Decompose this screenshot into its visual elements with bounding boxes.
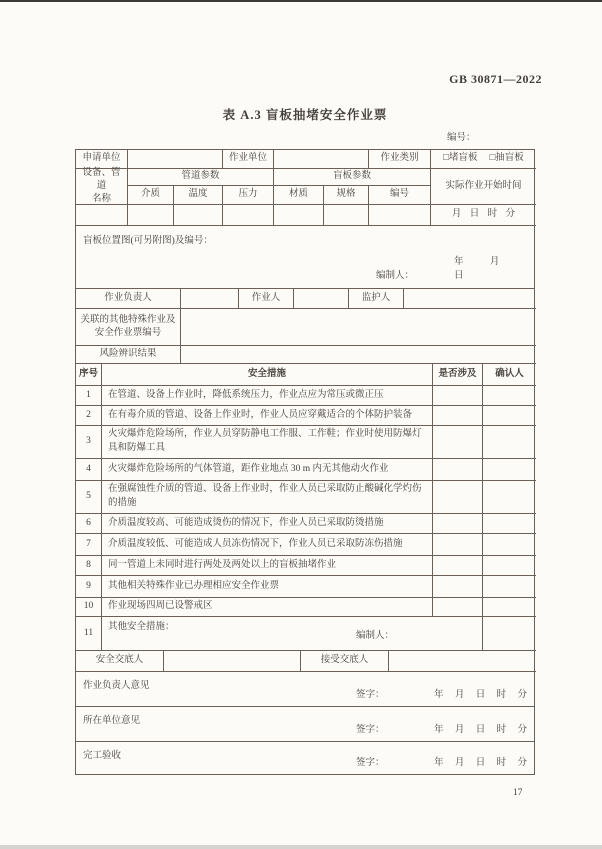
unit-opinion-block [76, 707, 534, 742]
blind-params-header: 盲板参数 [274, 169, 431, 186]
measure-text: 同一管道上未同时进行两处及两处以上的盲板抽堵作业 [102, 556, 433, 576]
measure-no: 11 [76, 617, 102, 651]
measure-no: 4 [76, 459, 102, 481]
measure-text: 在有毒介质的管道、设备上作业时，作业人员应穿戴适合的个体防护装备 [102, 406, 433, 426]
material-label: 材质 [274, 186, 324, 205]
work-category-label: 作业类别 [369, 150, 431, 169]
measure-row [76, 386, 534, 406]
confirm-cell [483, 481, 536, 514]
measure-row [76, 556, 534, 576]
measure-no: 8 [76, 556, 102, 576]
pressure-value-cell [223, 205, 274, 226]
other-measures-label: 其他安全措施： [108, 621, 175, 632]
measure-row-other [76, 617, 534, 651]
confirm-cell [483, 598, 536, 617]
measures-header-row [76, 364, 534, 386]
blind-number-label: 编号 [369, 186, 431, 205]
involved-cell [433, 598, 483, 617]
pipe-params-header: 管道参数 [128, 169, 274, 186]
risk-result-row [76, 346, 534, 364]
sign-date-units: 年 月 日 时 分 [434, 689, 528, 700]
work-category-options [431, 150, 536, 169]
checkbox-plug-blind: □堵盲板 [443, 153, 478, 164]
involved-cell [433, 426, 483, 459]
measure-row [76, 426, 534, 459]
blind-position-diagram-cell [76, 226, 534, 289]
measure-row [76, 534, 534, 556]
parameters-section [76, 169, 534, 226]
spec-label: 规格 [324, 186, 369, 205]
measure-no: 5 [76, 481, 102, 514]
measure-no: 3 [76, 426, 102, 459]
completion-acceptance-block [76, 742, 534, 774]
blind-number-value-cell [369, 205, 431, 226]
confirm-cell [483, 576, 536, 598]
involved-cell [433, 534, 483, 556]
confirm-cell [483, 617, 536, 651]
device-name-value-cell [76, 205, 128, 226]
apply-unit-label: 申请单位 [76, 150, 128, 169]
confirm-cell [483, 556, 536, 576]
sign-label: 签字： [356, 757, 385, 768]
medium-label: 介质 [128, 186, 174, 205]
measure-text: 火灾爆炸危险场所，作业人员穿防静电工作服、工作鞋；作业时使用防爆灯具和防爆工具 [102, 426, 433, 459]
work-unit-label: 作业单位 [223, 150, 274, 169]
related-work-label: 关联的其他特殊作业及 安全作业票编号 [76, 309, 181, 346]
sign-label: 签字： [356, 724, 385, 735]
basic-info-row [76, 150, 534, 169]
briefing-giver-label: 安全交底人 [76, 651, 164, 672]
temperature-value-cell [174, 205, 223, 226]
work-unit-value-cell [274, 150, 369, 169]
personnel-row [76, 289, 534, 309]
measure-no: 7 [76, 534, 102, 556]
device-pipe-name-label: 设备、管道 名称 [76, 169, 128, 205]
sign-date-units: 年 月 日 时 分 [434, 757, 528, 768]
apply-unit-value-cell [128, 150, 223, 169]
related-work-value-cell [181, 309, 536, 346]
completion-acceptance-label: 完工验收 [83, 750, 122, 761]
involved-cell [433, 514, 483, 534]
involved-cell [433, 386, 483, 406]
measure-text: 火灾爆炸危险场所的气体管道，距作业地点 30 m 内无其他动火作业 [102, 459, 433, 481]
sign-date-units: 年 月 日 时 分 [434, 724, 528, 735]
scan-top-edge [0, 0, 602, 2]
measure-row [76, 459, 534, 481]
actual-start-time-label: 实际作业开始时间 [431, 169, 536, 205]
measure-row [76, 481, 534, 514]
worker-label: 作业人 [239, 289, 294, 309]
page-number: 17 [513, 788, 523, 798]
diagram-label: 盲板位置图(可另附图)及编号： [83, 236, 213, 246]
measure-row [76, 576, 534, 598]
serial-number-label: 编号： [447, 133, 476, 143]
confirm-cell [483, 534, 536, 556]
measure-no: 9 [76, 576, 102, 598]
confirm-cell [483, 386, 536, 406]
col-header-confirm: 确认人 [483, 364, 536, 386]
work-leader-label: 作业负责人 [76, 289, 181, 309]
start-time-units: 月 日 时 分 [431, 205, 536, 226]
guardian-label: 监护人 [349, 289, 404, 309]
temperature-label: 温度 [174, 186, 223, 205]
involved-cell [433, 556, 483, 576]
spec-value-cell [324, 205, 369, 226]
checkbox-extract-blind: □抽盲板 [489, 153, 524, 164]
standard-code: GB 30871—2022 [449, 72, 542, 86]
involved-cell [433, 406, 483, 426]
measure-text: 在管道、设备上作业时，降低系统压力，作业点应为常压或微正压 [102, 386, 433, 406]
col-header-measure: 安全措施 [102, 364, 433, 386]
unit-opinion-label: 所在单位意见 [83, 715, 141, 726]
involved-cell [433, 481, 483, 514]
medium-value-cell [128, 205, 174, 226]
measure-no: 10 [76, 598, 102, 617]
briefing-receiver-label: 接受交底人 [301, 651, 389, 672]
col-header-involved: 是否涉及 [433, 364, 483, 386]
involved-cell [433, 576, 483, 598]
guardian-value-cell [404, 289, 536, 309]
measure-row [76, 406, 534, 426]
confirm-cell [483, 459, 536, 481]
material-value-cell [274, 205, 324, 226]
confirm-cell [483, 514, 536, 534]
diagram-preparer-label: 编制人： [376, 271, 415, 281]
measure-row [76, 598, 534, 617]
briefing-row [76, 651, 534, 672]
safety-measures-table [76, 364, 534, 651]
sign-label: 签字： [356, 689, 385, 700]
other-measures-cell [102, 617, 483, 651]
involved-cell [433, 459, 483, 481]
pressure-label: 压力 [223, 186, 274, 205]
related-work-row [76, 309, 534, 346]
confirm-cell [483, 426, 536, 459]
other-measures-preparer-label: 编制人： [356, 631, 395, 642]
risk-result-label: 风险辨识结果 [76, 346, 181, 364]
diagram-date-units: 年 月 日 [454, 257, 500, 281]
measure-no: 6 [76, 514, 102, 534]
measure-no: 2 [76, 406, 102, 426]
confirm-cell [483, 406, 536, 426]
measure-row [76, 514, 534, 534]
briefing-receiver-value-cell [389, 651, 536, 672]
leader-opinion-label: 作业负责人意见 [83, 680, 150, 691]
work-leader-value-cell [181, 289, 239, 309]
measure-text: 在强腐蚀性介质的管道、设备上作业时，作业人员已采取防止酸碱化学灼伤的措施 [102, 481, 433, 514]
measure-text: 作业现场四周已设警戒区 [102, 598, 433, 617]
scan-bottom-edge [0, 845, 602, 849]
work-permit-form [75, 149, 535, 775]
leader-opinion-block [76, 672, 534, 707]
measure-text: 介质温度较高、可能造成烫伤的情况下，作业人员已采取防烫措施 [102, 514, 433, 534]
measure-no: 1 [76, 386, 102, 406]
col-header-no: 序号 [76, 364, 102, 386]
briefing-giver-value-cell [164, 651, 301, 672]
worker-value-cell [294, 289, 349, 309]
measure-text: 其他相关特殊作业已办理相应安全作业票 [102, 576, 433, 598]
risk-result-value-cell [181, 346, 536, 364]
measure-text: 介质温度较低、可能造成人员冻伤情况下，作业人员已采取防冻伤措施 [102, 534, 433, 556]
table-title: 表 A.3 盲板抽堵安全作业票 [222, 108, 388, 122]
